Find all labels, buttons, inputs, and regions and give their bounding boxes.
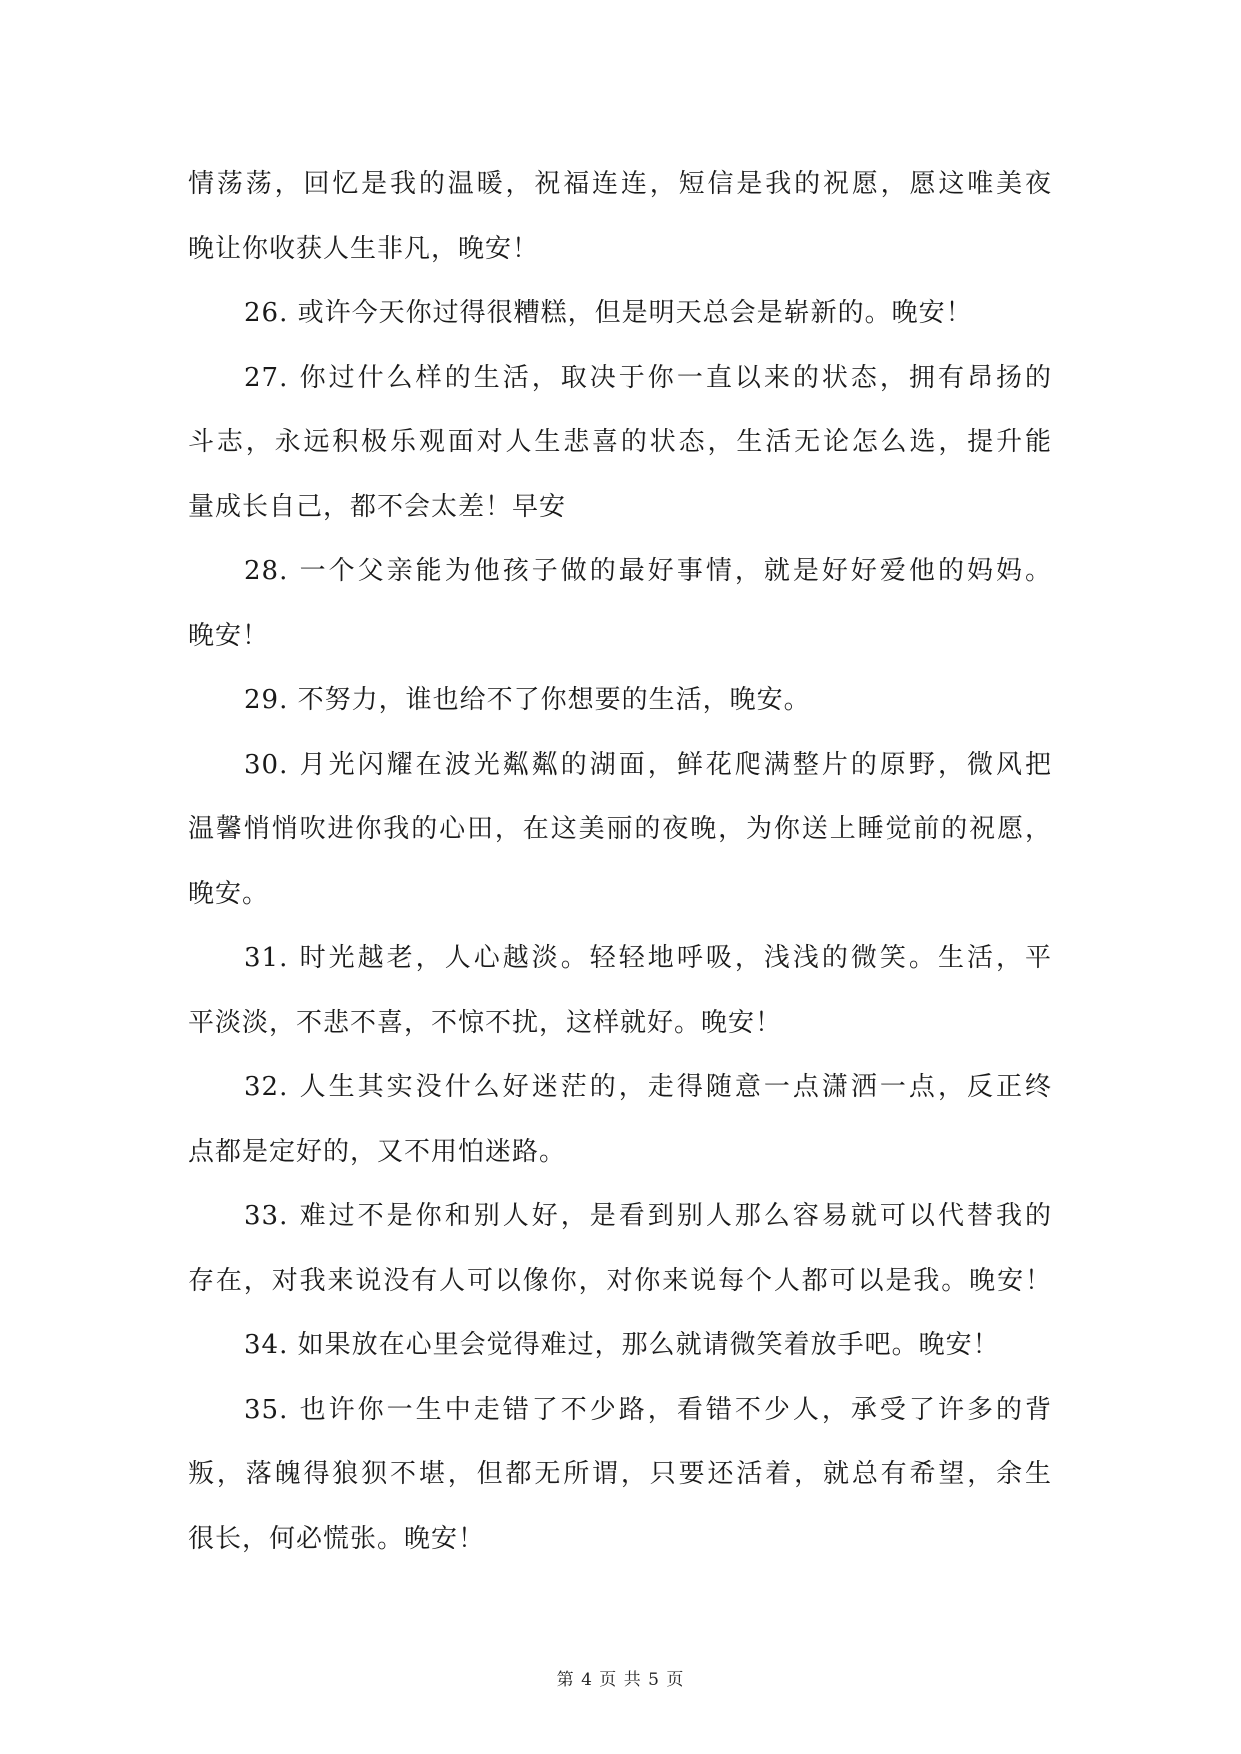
text-line: 26. 或许今天你过得很糟糕，但是明天总会是崭新的。晚安！ xyxy=(244,298,973,328)
text-line: 点都是定好的，又不用怕迷路。 xyxy=(188,1136,567,1167)
text-line: 31. 时光越老，人心越淡。轻轻地呼吸，浅浅的微笑。生活，平 xyxy=(244,943,1052,973)
text-line: 32. 人生其实没什么好迷茫的，走得随意一点潇洒一点，反正终 xyxy=(244,1072,1052,1102)
text-line: 存在，对我来说没有人可以像你，对你来说每个人都可以是我。晚安！ xyxy=(188,1265,1052,1296)
text-line: 温馨悄悄吹进你我的心田，在这美丽的夜晚，为你送上睡觉前的祝愿， xyxy=(188,814,1052,844)
text-line: 29. 不努力，谁也给不了你想要的生活，晚安。 xyxy=(244,685,811,715)
text-line: 平淡淡，不悲不喜，不惊不扰，这样就好。晚安！ xyxy=(188,1007,783,1038)
text-line: 35. 也许你一生中走错了不少路，看错不少人，承受了许多的背 xyxy=(244,1394,1052,1425)
text-line: 量成长自己，都不会太差！早安 xyxy=(188,491,567,522)
page-number-footer: 第 4 页 共 5 页 xyxy=(556,1670,685,1690)
text-line: 很长，何必慌张。晚安！ xyxy=(188,1523,486,1554)
text-line: 晚安。 xyxy=(188,878,270,909)
text-line: 33. 难过不是你和别人好，是看到别人那么容易就可以代替我的 xyxy=(244,1201,1052,1231)
text-line: 28. 一个父亲能为他孩子做的最好事情，就是好好爱他的妈妈。 xyxy=(244,556,1052,586)
text-line: 叛，落魄得狼狈不堪，但都无所谓，只要还活着，就总有希望，余生 xyxy=(188,1459,1052,1489)
document-body xyxy=(188,152,1052,1571)
text-line: 情荡荡，回忆是我的温暖，祝福连连，短信是我的祝愿，愿这唯美夜 xyxy=(188,169,1052,199)
text-line: 34. 如果放在心里会觉得难过，那么就请微笑着放手吧。晚安！ xyxy=(244,1330,1000,1360)
text-line: 27. 你过什么样的生活，取决于你一直以来的状态，拥有昂扬的 xyxy=(244,362,1052,393)
text-line: 30. 月光闪耀在波光粼粼的湖面，鲜花爬满整片的原野，微风把 xyxy=(244,749,1052,780)
text-line: 晚安！ xyxy=(188,620,270,651)
text-line: 晚让你收获人生非凡，晚安！ xyxy=(188,233,540,264)
text-line: 斗志，永远积极乐观面对人生悲喜的状态，生活无论怎么选，提升能 xyxy=(188,427,1052,457)
